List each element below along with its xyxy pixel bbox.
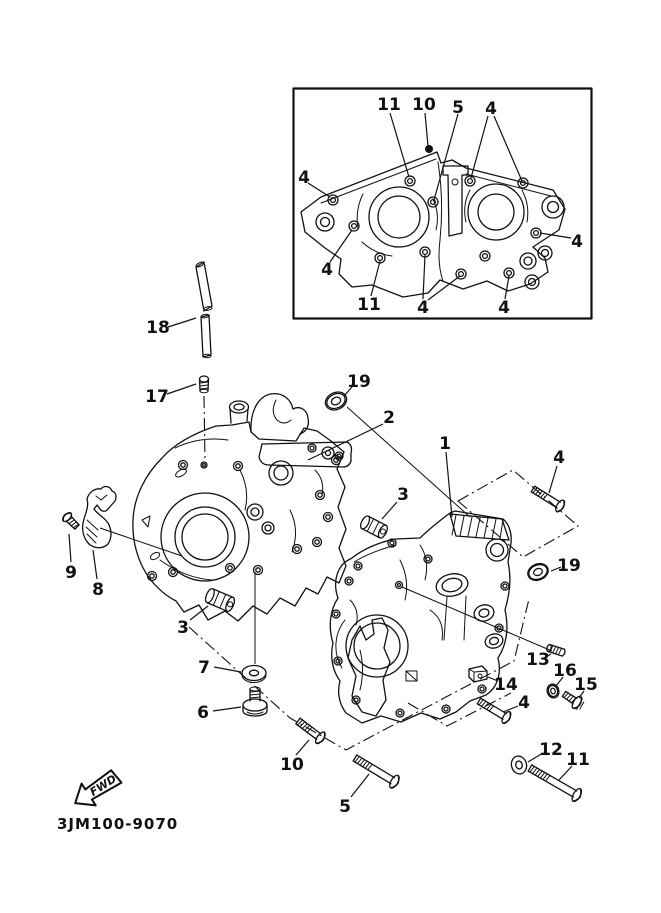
left-crankcase-half: [133, 394, 352, 621]
part-3-spacer-lower: [204, 587, 237, 612]
part-3-spacer-upper: [359, 515, 389, 540]
callout-label-3: 3: [397, 485, 409, 505]
callout-leader-line: [390, 113, 409, 177]
callout-label-15: 15: [574, 675, 598, 695]
callout-leader-line: [446, 452, 452, 517]
part-5-bolt: [351, 752, 401, 790]
inset-box: [294, 89, 592, 319]
callout-label-9: 9: [65, 563, 77, 583]
callout-leader-line: [351, 774, 369, 797]
part-12-washer: [509, 754, 528, 775]
callout-leader-line: [296, 740, 309, 755]
callout-label-4: 4: [553, 448, 565, 468]
callout-label-5: 5: [452, 98, 464, 118]
part-number: 3JM100-9070: [57, 815, 179, 833]
callout-label-4: 4: [321, 260, 333, 280]
callout-leader-line: [308, 183, 330, 197]
right-crankcase-half: [330, 511, 511, 723]
callout-leader-line: [434, 114, 458, 200]
callout-label-4: 4: [518, 693, 530, 713]
callout-label-4: 4: [417, 298, 429, 318]
callout-label-16: 16: [553, 661, 577, 681]
callout-leader-line: [69, 534, 71, 562]
part-16-washer: [546, 683, 561, 700]
part-18-tube: [195, 261, 212, 358]
part-17-screw: [200, 376, 209, 393]
callout-label-1: 1: [439, 434, 451, 454]
callout-label-19: 19: [557, 556, 581, 576]
callout-leader-line: [540, 233, 571, 238]
fwd-label: FWD: [87, 772, 119, 799]
callout-label-4: 4: [498, 298, 510, 318]
part-19-seal-right: [525, 561, 550, 584]
callout-leader-line: [549, 466, 557, 493]
callout-leader-line: [308, 424, 383, 460]
fwd-arrow: [68, 765, 124, 814]
callout-label-17: 17: [145, 387, 169, 407]
part-8-bracket: [83, 487, 116, 548]
inset-crankcase-drawing: [301, 145, 565, 297]
callout-label-10: 10: [280, 755, 304, 775]
callout-label-4: 4: [485, 99, 497, 119]
callout-leader-line: [213, 707, 241, 711]
inset-dowel-dot: [425, 145, 433, 153]
part-14-block: [469, 666, 487, 682]
callout-leader-line: [425, 113, 428, 146]
callout-leader-line: [330, 230, 352, 262]
callout-label-5: 5: [339, 797, 351, 817]
callout-leader-line: [214, 667, 241, 672]
callout-leader-line: [494, 116, 522, 181]
callout-label-7: 7: [198, 658, 210, 678]
part-6-plug-bolt: [243, 687, 267, 716]
callout-label-14: 14: [494, 675, 518, 695]
inset-border: [294, 89, 592, 319]
callout-label-4: 4: [298, 168, 310, 188]
callout-label-2: 2: [383, 408, 395, 428]
part-19-seal-left: [322, 389, 349, 414]
callout-label-4: 4: [571, 232, 583, 252]
callout-label-6: 6: [197, 703, 209, 723]
callout-label-11: 11: [566, 750, 590, 770]
inset-bolt-holes: [328, 176, 541, 279]
callout-leader-line: [423, 255, 425, 299]
part-4-bolt-right: [530, 483, 567, 513]
callout-leader-line: [168, 318, 196, 327]
callout-label-3: 3: [177, 618, 189, 638]
inset-callout-layer: [298, 95, 583, 318]
callout-leader-line: [471, 116, 488, 178]
callout-label-18: 18: [146, 318, 170, 338]
callout-label-8: 8: [92, 580, 104, 600]
part-10-bolt: [294, 716, 328, 746]
part-7-washer: [242, 666, 266, 683]
callout-label-13: 13: [526, 650, 550, 670]
callout-label-11: 11: [377, 95, 401, 115]
callout-leader-line: [505, 276, 509, 299]
callout-leader-line: [93, 550, 97, 579]
callout-leader-line: [382, 502, 397, 519]
callout-leader-line: [167, 384, 196, 394]
callout-label-10: 10: [412, 95, 436, 115]
callout-leader-line: [503, 706, 518, 712]
callout-label-11: 11: [357, 295, 381, 315]
oil-neck: [230, 401, 249, 413]
callout-leader-line: [371, 261, 380, 296]
part-9-bolt: [61, 511, 81, 531]
callout-label-12: 12: [539, 740, 563, 760]
callout-label-19: 19: [347, 372, 371, 392]
